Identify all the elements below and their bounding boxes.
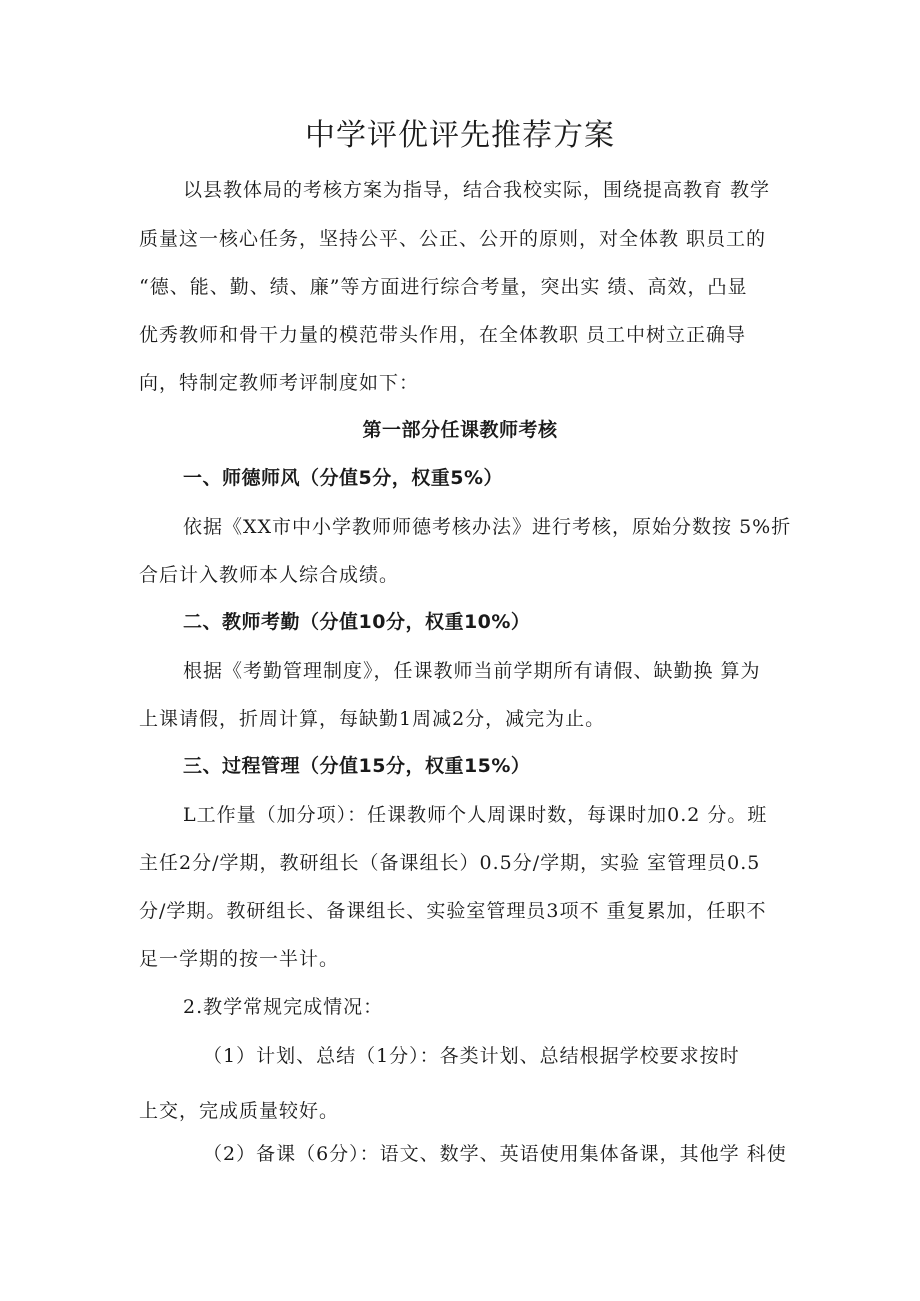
section-3-line-2: 主任2分/学期，教研组长（备课组长）0.5分/学期，实验 室管理员0.5 (139, 852, 761, 874)
section-3-line-3: 分/学期。教研组长、备课组长、实验室管理员3项不 重复累加，任职不 (139, 900, 767, 922)
section-1-line-1: 依据《XX市中小学教师师德考核办法》进行考核，原始分数按 5%折 (183, 516, 792, 538)
intro-line-4: 优秀教师和骨干力量的模范带头作用，在全体教职 员工中树立正确导 (139, 324, 747, 346)
intro-line-5: 向，特制定教师考评制度如下： (139, 372, 420, 394)
section-1-heading: 一、师德师风（分值5分，权重5%） (183, 467, 503, 489)
section-3-line-5: 2.教学常规完成情况： (183, 996, 384, 1018)
section-3-line-4: 足一学期的按一半计。 (139, 948, 340, 970)
section-2-line-2: 上课请假，折周计算，每缺勤1周减2分，减完为止。 (139, 708, 606, 730)
section-1-line-2: 合后计入教师本人综合成绩。 (139, 564, 400, 586)
section-3-line-1: L工作量（加分项）：任课教师个人周课时数，每课时加0.2 分。班 (183, 804, 768, 826)
document-title: 中学评优评先推荐方案 (305, 118, 615, 153)
section-3-line-8: （2）备课（6分）：语文、数学、英语使用集体备课，其他学 科使 (203, 1143, 787, 1165)
part-heading: 第一部分任课教师考核 (362, 419, 558, 441)
section-3-line-6: （1）计划、总结（1分）：各类计划、总结根据学校要求按时 (203, 1045, 740, 1067)
intro-line-3: “德、能、勤、绩、廉”等方面进行综合考量，突出实 绩、高效，凸显 (139, 276, 748, 298)
section-3-heading: 三、过程管理（分值15分，权重15%） (183, 755, 531, 777)
intro-line-1: 以县教体局的考核方案为指导，结合我校实际，围绕提高教育 教学 (183, 179, 771, 201)
intro-line-2: 质量这一核心任务，坚持公平、公正、公开的原则，对全体教 职员工的 (139, 228, 767, 250)
section-2-line-1: 根据《考勤管理制度》，任课教师当前学期所有请假、缺勤换 算为 (183, 660, 761, 682)
section-2-heading: 二、教师考勤（分值10分，权重10%） (183, 611, 531, 633)
section-3-line-7: 上交，完成质量较好。 (139, 1100, 340, 1122)
